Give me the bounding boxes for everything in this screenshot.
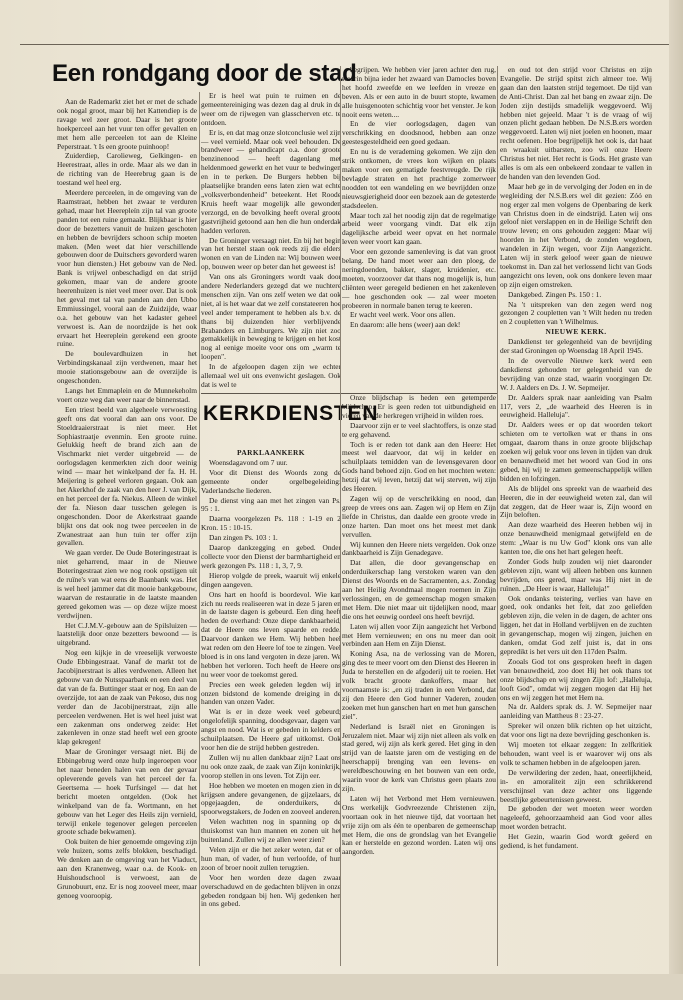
article-paragraph: begrijpen. We hebben vier jaren achter den rug, waarin bijna ieder het zwaard van Damocles boven het hoofd zweefde en we leefden in vreeze en beven. Als er een auto in de buurt stopte, kwamen alle huisgenooten schichtig voor het venster. Je kon nooit eens weten.... — [342, 66, 496, 119]
church-paragraph: Als de blijdel ons spreekt van de waarheid des Heeren, die in der eeuwigheid weten zal, dan wil dat zeggen, dat de Heer waar is, Zijn woord en Zijn beloften. — [500, 483, 652, 520]
church-paragraph: Dan zingen Ps. 103 : 1. — [209, 533, 278, 543]
article-headline: Een rondgang door de stad — [52, 60, 357, 87]
article-paragraph: Een triest beeld van algeheele verwoesting geeft ons dat vooral dan aan ons voor. De Stoeldraaierstraat is niet meer. Het Sophiastraatje evenmin. Een groote ruine. Gelukkig heeft de brand zich aan de Vischmarkt niet verder uitgebreid — de oorlogsdagen kenmerkten zich door weinig wind — maar het winkelpand der fa. H. H. Meijering is geheel verloren gegaan. Ook aan het Akerkhof de zaak van den heer J. van Dijk, en het perceel der fa. Niekus. Alleen de winkel der fa. Nieson daar tusschen gelegen is ongeschonden. Door de Akerkstraat gaande blijkt ons dat ook nog twee perceelen in de Zwanestraat aan hun tuin ter offer zijn gevallen. — [57, 404, 197, 548]
article-column-3 — [342, 66, 496, 392]
paper-edge-bottom — [0, 974, 683, 1000]
church-paragraph: Zooals God tot ons gesproken heeft in dagen van benauwdheid, zoo doet Hij het ook thans tot onze blijdschap en wij zingen Zijn lof: „Halleluja, looft God", omdat wij zeggen mogen dat Hij het ons en wij zeggen het met Hem na. — [500, 656, 652, 702]
top-border-rule — [20, 44, 671, 45]
church-paragraph: en oud tot den strijd voor Christus en zijn Evangelie. De strijd spitst zich almeer toe. Wij gaan dan den laatsten strijd tegemoet. De tijd van de Anti-Christ. Dan zal het bang en zwaar zijn. De Joden zijn destijds smadelijk weggevoerd. Wij hebben niet gejeeld. Maar 't is de vraag of wij onzen plicht gedaan hebben. De N.S.B.ers worden weggevoerd. Laten wij niet joelen en hoonen, maar recht oefenen. Hoe begrijpelijk het ook is, dat haat en wraakuit uitbarsten, zoo wil onze Heere Christus het niet. Het recht is Gods. Het graste van alles is om als een onbekeerd zondaar te vallen in de handen van den levenden God. — [500, 66, 652, 181]
church-column-3 — [342, 394, 496, 966]
church-paragraph: Wij moeten tot elkaar zeggen: In zelfkritiek behouden, want veel is er waarover wij ons als volk te schamen hebben in de afgeloopen jaren. — [500, 740, 652, 767]
church-paragraph: Daarna voorgelezen Ps. 118 : 1-19 en 2 Kron. 15 : 10-15. — [201, 514, 341, 533]
article-paragraph: De boulevardhuizen in het Verbindingskanaal zijn verdwenen, maar het mooie stationsgebouw aan de overzijde is ongeschonden. — [57, 349, 197, 386]
paper-edge-right — [669, 0, 683, 1000]
church-paragraph: Voor dit Dienst des Woords zong de gemeente onder orgelbegeleiding: Vaderlandsche liederen. — [201, 467, 341, 495]
church-paragraph: Na 't uitspreken van den zegen werd nog gezongen 2 coupletten van 't Wilt heden nu treden en 2 coupletten van 't Wilhelmus. — [500, 299, 652, 327]
article-paragraph: We gaan verder. De Oude Boteringestraat is niet geharrend, maar in de Nieuwe Boteringestraat zien we nog rook opstijgen uit de ruïne's van wat eens de Baanbank was. Het is wel heel jammer dat dit mooie bankgebouw, waarvan de restauratie in de laatste maanden gereed gekomen was — op deze wijze moest verdwijnen. — [57, 548, 197, 620]
church-paragraph: Hierop volgde de preek, waaruit wij enkele dingen aangeven. — [201, 570, 341, 589]
church-paragraph: Laten wij allen voor Zijn aangezicht het Verbond met Hem vernieuwen; en ons nu meer dan ooit verbinden aan Hem en Zijn Dienst. — [342, 621, 496, 649]
article-paragraph: Maar de Groninger versaagt niet. Bij de Ebbingebrug werd onze hulp ingeroepen voor het naar beneden halen van een der gevaar opleverende gevels van het perceel der fa. Geertsema — hoek Turfsingel — dat het bericht moeten ontgelden. (Ook het winkelpand van de fa. Wortmann, en het gebouw van het Leger des Heils zijn vernield, terwijl enkele tegenover gelegen perceelen groote schade bekwamen). — [57, 747, 197, 837]
church-paragraph: Zagen wij op de verschrikking en nood, dan greep de vrees ons aan. Zagen wij op Hem en Zijn liefde in Christus, dan daalde een groote vrede in onze harten. Dan moet ons het meest met dank vervullen. — [342, 493, 496, 539]
church-paragraph: Na dr. Aalders sprak ds. J. W. Sepmeijer naar aanleiding van Mattheus 8 : 23-27. — [500, 702, 652, 721]
article-paragraph: Ook buiten de hier genoemde omgeving zijn vele huizen, soms zelfs blokken, beschadigd. We denken aan de omgeving van het Viaduct, aan den Kranenweg, waar o.a. de Kook- en Huishoudschool is verwoest, aan de Grunobuurt, enz. Er is nog zooveel meer, maar genoeg vooroopig. — [57, 837, 197, 900]
church-paragraph: Velen wachtten nog in spanning op de thuiskomst van hun mannen en zonen uit het buitenland. Zullen wij ze allen weer zien? — [201, 817, 341, 845]
church-paragraph: Velen zijn er die het zeker weten, dat er of hun man, of vader, of hun verloofde, of hun zoon of broer nooit zullen terugzien. — [201, 844, 341, 872]
church-paragraph: Dr. Aalders sprak naar aanleiding van Psalm 117, vers 2, „de waarheid des Heeren is in eeuwigheid. Halleluja". — [500, 392, 652, 420]
article-paragraph: Meerdere perceelen, in de omgeving van de Raamstraat, hebben het zwaar te verduren gehad, maar het Heerepleín zijn tal van groote panden tot een ruine gemaakt. Blijkbaar is hier door de bezetters vanuit de huizen geschoten en hebben de bevrijders schoon schip moeten maken. (Men weet dat hier verschillende gebouwen door de Duitschers gevorderd waren voor hun diensten.) Het gebouw van de Ned. Bank is vrijwel onbeschadigd en dat strijd gekomen, maar van de andere groote heerenhuizen is niet veel meer over. Dat is ook het geval met tal van panden aan den Ubbo Emmiussingel, vooral aan de Zuidzijde, waar o.a. het gebouw van het kadaster geheel verwoest is. Aan de noordzijde is het ook ervaart het Heereplein gerekend een groote ruine. — [57, 188, 197, 349]
article-paragraph: Er is heel wat puin te ruimen en de gemeentereiniging was dezen dag al druk in de weer om de rijwegen van glasscherven etc. te ontdoen. — [201, 92, 341, 127]
church-paragraph: Dankdienst ter gelegenheid van de bevrijding der stad Groningen op Woensdag 18 April 1945. — [500, 337, 652, 356]
church-column-parklaankerk — [201, 448, 341, 966]
church-paragraph: Zonder Gods hulp zouden wij niet daaronder gebleven zijn, want wij alleen hebben ons kunnen bevrijden, ons gered, maar was Hij niet in de ruïnen. „De Heer is waar, Halleluja!" — [500, 556, 652, 593]
article-paragraph: En nu is de verademing gekomen. We zijn den strik ontkomen, de vrees kon wijken en plaats maken voor een gematigde feestvreugde. De rijk bevlagde straten en het prachtige zomerweer noodden tot een wandeling en we bevrijdden onze nieuwsgierigheid door een bezoek aan de getesterde stadsdeelen. — [342, 147, 496, 210]
article-column-1 — [57, 98, 197, 966]
article-paragraph: En daarom: alle hens (weer) aan dek! — [350, 320, 461, 330]
church-paragraph: Dat allen, die door gevangenschap en onderduikerschap lang verstoken waren van den Dienst des Woords en de Sacramenten, a.s. Zondag aan het Heilig Avondmaal mogen roemen in Zijn verlossingen, en de gemeenschap mogen smaken met Hem. Die niet maar uit tijdelijken nood, maar die ons het eeuwig oordeel ons heeft bevrijd. — [342, 558, 496, 621]
article-paragraph: In de afgeloopen dagen zijn we echter allemaal wel uit ons evenwicht geslagen. Ook dat is wel te — [201, 362, 341, 389]
church-paragraph: De dienst ving aan met het zingen van Ps. 95 : 1. — [201, 495, 341, 514]
church-paragraph: Onze blijdschap is heden een getemperde blijdschap. Er is geen reden tot uitbundigheid en vieren van de herkregen vrijheid in wilden roes. — [342, 394, 496, 420]
article-paragraph: Er wacht veel werk. Voor ons allen. — [350, 310, 456, 320]
article-paragraph: Langs het Emmaplein en de Munnekeholm voert onze weg dan weer naar de binnenstad. — [57, 386, 197, 404]
church-paragraph: Wij kunnen den Heere niets vergelden. Ook onze dankbaarheid is Zijn Genadegave. — [342, 539, 496, 558]
church-column-4 — [500, 66, 652, 966]
church-paragraph: Spreker wil onzen blik richten op het uitzicht, dat voor ons ligt na deze bevrijding geschonken is. — [500, 721, 652, 740]
church-paragraph: In de overvolle Nieuwe kerk werd een dankdienst gehouden ter gelegenheid van de bevrijding van onze stad, waarin voorgingen Dr. W. J. Aalders en Ds. J. W. Sepmeijer. — [500, 356, 652, 392]
article-paragraph: Nog een kijkje in de vreeselijk verwoeste Oude Ebbingestraat. Vanaf de markt tot de Jacobijnerstraat is alles verdwenen. Alleen het gebouw van de Nutsspaarbank en een deel van dat van de fa. Buttinger staat er nog. En aan de overzijde, tot aan de zaak van Pekoso, dus nog verder dan de Jacobijnerstraat, zijn alle perceelen verdwenen. Het is wel heel juist wat een zakenman ons onderweg zeide: Het zakenleven in onze stad heeft wel een groote klap gekregen! — [57, 648, 197, 747]
church-heading-nieuwe-kerk: NIEUWE KERK. — [545, 327, 607, 337]
church-paragraph: Ook ondanks teistering, verlies van have en goed, ook ondanks het feit, dat zoo geliefden gebleven zijn, die velen in de dagen, de achter ons liggen, het dat in Holland verblijven en de zuchten in gevangenschap, mogen wij zingen, juichen en danken, omdat God zelf juist is, dat in ons gepredikt is het vers uit den 117den Psalm. — [500, 593, 652, 656]
church-paragraph: Dankgebed. Zingen Ps. 150 : 1. — [508, 289, 602, 299]
article-paragraph: Maar toch zal het noodig zijn dat de regelmatige arbeid weer voorgang vindt. Dat elk zijn dagelijksche arbeid weer opvat en het normale leven weer voort kan gaan. — [342, 210, 496, 247]
section-title-kerkdiensten: KERKDIENSTEN — [203, 402, 379, 425]
column-divider-1 — [199, 92, 200, 966]
church-paragraph: Aan deze waarheid des Heeren hebben wij in onze benauwdheid menigmaal getwijfeld en de stem: „Waar is nu Uw God" klonk ons van alle kanten toe, die ons het hart gelegen heeft. — [500, 520, 652, 557]
church-paragraph: Ons hart en hoofd is boordevol. Wie kan zich nu reeds realiseeren wat in deze 5 jaren en in de laatste dagen is gebeurd. Een ding heeft heden de overhand: Onze diepe dankbaarheid, dat de Heere ons leven spaarde en redde. Daarvoor danken we Hem. Wij hebben heel wat reden om den Heere lof toe te zingen. Veel bloed is in ons land vergoten in deze jaren. We hebben het verloren. Toch heeft de Heere ons nu weer voor de toekomst gered. — [201, 589, 341, 679]
church-paragraph: Daarop dankzegging en gebed. Onder collecte voor den Dienst der barmhartigheid en werk gezongen Ps. 118 : 1, 3, 7, 9. — [201, 543, 341, 570]
church-paragraph: De verwildering der zeden, haat, oneerlijkheid, in- en amoraliteit zijn een schrikkerend verschijnsel van deze achter ons liggende beestlijke gebeurtenissen geweest. — [500, 767, 652, 804]
church-paragraph: Voor hen worden deze dagen zwaar overschaduwd en de gedachten blijven in onze gebeden rondgaan bij hen. Wij gedenken hen in ons gebed. — [201, 872, 341, 909]
church-paragraph: De geboden der wet moeten weer worden nageleefd, gehoorzaamheid aan God voor alles moet worden betracht. — [500, 804, 652, 832]
article-paragraph: Voor een gezonde samenleving is dat van groot belang. De hand moet weer aan den ploeg, de neringdoenden, bakker, slager, kruidenier, etc. moeten, voorzoover dat thans nog mogelijk is, hun cliënten weer geregeld bedienen en het zakenleven — hoe geschonden ook — zal weer moeten probeeren in normale banen terug te keeren. — [342, 247, 496, 310]
church-paragraph: Dr. Aalders wees er op dat woorden tekort schieten om te vertolken wat er thans in ons omgaat, daarom thans in onze groote blijdschap zoeken wij geluk voor ons leven in tijden van druk en benauwdheid met het woord van God in ons gebed, hij wij te zamen gemeenschappelijk willen bidden en lofzingen. — [500, 420, 652, 483]
church-paragraph: Laten wij het Verbond met Hem vernieuwen. Ons werkelijk Godvreezende Christenen zijn, voortaan ook in het nieuwe tijd, dat voortaan het vrije zijn om als één te openbaren de gemeenschap met Hem, die ons de grondslag van het Evangelie kan er herstelde en gezond worden. Laten wij ons aangorden. — [342, 793, 496, 857]
article-column-2 — [201, 92, 341, 392]
church-paragraph: Koning Asa, na de verlossing van de Moren, ging des te meer voort om den Dienst des Heeren in Juda te herstellen en de afgoderij uit te roeien. Het volk bracht groote dankoffers, maar het voornaamste is: „en zij traden in een Verbond, dat zij den Heere den God hunner Vaderen, zouden zoeken met hun ganschen hart en met hun ganschen ziel". — [342, 649, 496, 721]
church-paragraph: Het Gezin, waarin God wordt geëerd en gediend, is het fundament. — [500, 832, 652, 851]
church-paragraph: Hoe hebben we moeten en mogen zien in de krijgsen andere gevangenen, de gijzelaars, de opgejaagden, de onderduikers, de spoorwegstakers, de Joden en zooveel anderen. — [201, 780, 341, 817]
column-divider-2 — [340, 66, 341, 966]
article-paragraph: Aan de Rademarkt ziet het er met de schade ook nogal groot, maar bij het Kattendiep is de ravage wel zeer groot. Daar is het groote hoekperceel aan het vuur ten offer gevallen en met hem alle perceelen tot aan de Kleine Peperstraat. 't Is een groote puinhoop! — [57, 98, 197, 151]
article-paragraph: En de vier oorlogsdagen, dagen van verschrikking en doodsnood, hebben aan onze geestesgesteldheid een goed gedaan. — [342, 119, 496, 147]
church-paragraph: Nederland is Israël niet en Groningen is Jeruzalem niet. Maar wij zijn niet alleen als volk en stad gered, wij zijn als kerk gered. Het ging in den strijd van de laatste jaren om de vestiging en de heerschappij brenging van een levens- en wereldbeschouwing en het bouwen van een orde, waarin voor de kerk van Christus geen plaats zou zijn. — [342, 721, 496, 793]
article-paragraph: De Groninger versaagt niet. En bij het begin van het herstel staan ook reeds zij die elders wonen en van de Linden na: Wij bouwen weer op, bouwen weer op beter dan het geweest is! — [201, 235, 341, 272]
church-paragraph: Maar heb ge in de vervolging der Joden en in de wegleiding der N.S.B.ers wel dit gezien: Zóó en nog erger zal men volgens de Openbaring de kerk van Christus doen in de eindstrijd. Laten wij ons geloof niet verslappen en in de Heilige Schrift den trouw leven; en ons gehouden zeggen: Maar wij hoorden in het Verbond, de zonden wegdoen, wandelen in Zijn wegen, voor Zijn Aangezicht. Laten wij in sterk geloof weer gaan de nieuwe toekomst in. Dan zal het verlossend licht van Gods aangezicht ons leven, ook ons donkere leven maar op zijn eigen omstreken. — [500, 181, 652, 289]
church-paragraph: Precies een week geleden legden wij in onzen bidstond de komende dreiging in de handen van onzen Vader. — [201, 679, 341, 707]
article-paragraph: Het C.J.M.V.-gebouw aan de Spilsluizen — laatstelijk door onze bezetters bewoond — is uitgebrand. — [57, 620, 197, 648]
church-paragraph: Wat is er in deze week veel gebeurd; ongelofelijk spanning, doodsgevaar, dagen van angst en nood. Wat is er gebeden in kelders en schuilplaatsen. De Heere gaf uitkomst. Ook voor hen die de strijd hebben gestreden. — [201, 707, 341, 752]
article-paragraph: Zuiderdiep, Carolieweg, Gelkingen- en Heerestraat, alles in orde. Maar als we dan in de richting van de Heerebrug gaan is de toestand wel heel erg. — [57, 151, 197, 188]
church-paragraph: Toch is er reden tot dank aan den Heere: Het meest wel daarvoor, dat wij in kelder en schuilplaats temidden van de levensgevaren door Gods hand behoed zijn. God en het mochten weten: hetzij dat wij leven, hetzij dat wij sterven, wij zijn des Heeren. — [342, 439, 496, 494]
church-heading-parklaankerk: PARKLAANKERK — [237, 448, 305, 457]
church-paragraph: Zullen wij nu allen dankbaar zijn? Laat ons nu ook onze zaak, de zaak van Zijn koninkrijk, voorop stellen in ons leven. Tot Zijn eer. — [201, 752, 341, 780]
church-paragraph: Woensdagavond om 7 uur. — [209, 457, 288, 467]
article-paragraph: Er is, en dat mag onze slotconclusie wel zijn — veel vernield. Maar ook veel behouden. De brandweer — gehandicapt o.a. door groote benzinenood — heeft dagenlang met heldenmoed gewerkt en het vuur te bedwingen en in te perken. De Burgers hebben bij plaatselijke branden eens laten zien wat echte „volksverbondenheid" beteekent. Het Roode Kruis heeft waar mogelijk alle gewonden verzorgd, en de bevolking heeft overal groote gastvrijheid getoond aan hen die hun onderdak hadden verloren. — [201, 127, 341, 235]
article-paragraph: Van ons als Groningers wordt vaak door andere Nederlanders gezegd dat we nuchtere menschen zijn. Van ons zelf weten we dat ook niet, al is het waar dat we zelf constateeren hoe veel ander temperament te hebben als b.v. de thans bij duizenden hier verblijvende Brabanders en Limburgers. We zijn niet zoo gemakkelijk in beweging te krijgen en het kost nog al eenige moeite voor ons om „warm te loopen". — [201, 272, 341, 362]
church-paragraph: Daarvoor zijn er te veel slachtoffers, is onze stad te erg gehavend. — [342, 420, 496, 439]
column-divider-3 — [497, 66, 498, 966]
